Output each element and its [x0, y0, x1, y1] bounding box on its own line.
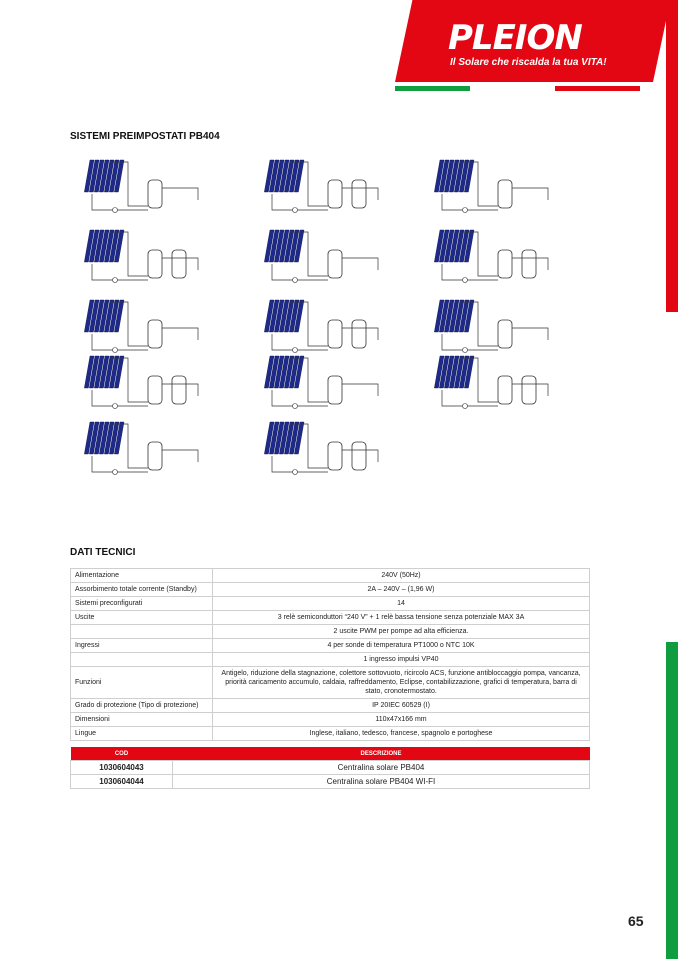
storage-tank-icon — [522, 250, 536, 278]
spec-label: Funzioni — [71, 667, 213, 699]
pipe-line — [162, 188, 198, 200]
spec-row — [71, 569, 590, 583]
spec-label: Alimentazione — [71, 569, 213, 583]
pipe-line — [272, 194, 328, 210]
solar-collector-icon — [264, 160, 304, 192]
spec-row — [71, 713, 590, 727]
spec-row — [71, 699, 590, 713]
side-bar-green — [666, 642, 678, 959]
spec-value: Inglese, italiano, tedesco, francese, spagnolo e portoghese — [213, 727, 590, 741]
specs-table — [70, 568, 590, 741]
pump-icon — [293, 404, 298, 409]
pump-icon — [113, 208, 118, 213]
storage-tank-icon — [328, 442, 342, 470]
pump-icon — [113, 470, 118, 475]
spec-label: Ingressi — [71, 639, 213, 653]
pipe-line — [162, 450, 198, 462]
spec-row — [71, 583, 590, 597]
storage-tank-icon — [148, 376, 162, 404]
pump-icon — [463, 404, 468, 409]
schemes-diagrams — [70, 152, 590, 482]
storage-tank-icon — [328, 376, 342, 404]
pump-icon — [293, 208, 298, 213]
spec-value: 3 relè semiconduttori “240 V” + 1 relè bassa tensione senza potenziale MAX 3A — [213, 611, 590, 625]
spec-label: Grado di protezione (Tipo di protezione) — [71, 699, 213, 713]
spec-value: Antigelo, riduzione della stagnazione, colettore sottovuoto, ricircolo ACS, funzione antibloccaggio pompa, vancanza, priorità caricamento accumulo, caldaia, raffreddamento, Eclipse, contabilizzazione, grafici di temperatura, barra di stato, cronotermostato. — [213, 667, 590, 699]
brand-tagline: Il Solare che riscalda la tua VITA! — [450, 57, 607, 68]
spec-label: Sistemi preconfigurati — [71, 597, 213, 611]
storage-tank-icon — [522, 376, 536, 404]
pump-icon — [113, 278, 118, 283]
pump-icon — [463, 208, 468, 213]
spec-row — [71, 667, 590, 699]
pump-icon — [113, 404, 118, 409]
pump-icon — [293, 278, 298, 283]
spec-value: 2 uscite PWM per pompe ad alta efficienza. — [213, 625, 590, 639]
spec-value: 240V (50Hz) — [213, 569, 590, 583]
storage-tank-icon — [352, 180, 366, 208]
pipe-line — [442, 334, 498, 350]
product-description: Centralina solare PB404 WI-FI — [173, 775, 590, 789]
solar-collector-icon — [434, 300, 474, 332]
pipe-line — [442, 194, 498, 210]
pump-icon — [463, 348, 468, 353]
code-header: COD — [71, 747, 173, 761]
stripe-red — [555, 86, 640, 91]
spec-value: 14 — [213, 597, 590, 611]
spec-label: Uscite — [71, 611, 213, 625]
storage-tank-icon — [352, 442, 366, 470]
pipe-line — [272, 264, 328, 280]
storage-tank-icon — [328, 320, 342, 348]
pump-icon — [293, 470, 298, 475]
spec-row — [71, 611, 590, 625]
solar-collector-icon — [264, 300, 304, 332]
pipe-line — [92, 194, 148, 210]
spec-row — [71, 625, 590, 639]
spec-label: Lingue — [71, 727, 213, 741]
pipe-line — [92, 456, 148, 472]
solar-collector-icon — [84, 300, 124, 332]
page-number: 65 — [628, 913, 644, 929]
pipe-line — [272, 334, 328, 350]
code-row — [71, 761, 590, 775]
spec-value: 110x47x166 mm — [213, 713, 590, 727]
pump-icon — [463, 278, 468, 283]
product-description: Centralina solare PB404 — [173, 761, 590, 775]
description-header: DESCRIZIONE — [173, 747, 590, 761]
pipe-line — [442, 264, 498, 280]
spec-value: IP 20IEC 60529 (I) — [213, 699, 590, 713]
storage-tank-icon — [498, 376, 512, 404]
solar-collector-icon — [264, 230, 304, 262]
solar-collector-icon — [434, 356, 474, 388]
pipe-line — [92, 390, 148, 406]
spec-value: 1 ingresso impulsi VP40 — [213, 653, 590, 667]
solar-collector-icon — [264, 356, 304, 388]
spec-value: 4 per sonde di temperatura PT1000 o NTC 10K — [213, 639, 590, 653]
schemes-title: SISTEMI PREIMPOSTATI PB404 — [70, 131, 220, 142]
pipe-line — [342, 258, 378, 270]
spec-label: Dimensioni — [71, 713, 213, 727]
storage-tank-icon — [328, 250, 342, 278]
solar-collector-icon — [434, 230, 474, 262]
codes-table — [70, 747, 590, 789]
pipe-line — [342, 384, 378, 396]
spec-label: Assorbimento totale corrente (Standby) — [71, 583, 213, 597]
code-row — [71, 775, 590, 789]
specs-title: DATI TECNICI — [70, 547, 136, 558]
spec-label — [71, 653, 213, 667]
solar-collector-icon — [264, 422, 304, 454]
pipe-line — [162, 328, 198, 340]
solar-collector-icon — [84, 160, 124, 192]
storage-tank-icon — [172, 250, 186, 278]
spec-row — [71, 653, 590, 667]
pipe-line — [92, 264, 148, 280]
stripe-green — [395, 86, 470, 91]
storage-tank-icon — [328, 180, 342, 208]
pipe-line — [272, 390, 328, 406]
spec-label — [71, 625, 213, 639]
pipe-line — [272, 456, 328, 472]
storage-tank-icon — [148, 180, 162, 208]
pipe-line — [512, 188, 548, 200]
storage-tank-icon — [352, 320, 366, 348]
solar-collector-icon — [84, 230, 124, 262]
spec-row — [71, 727, 590, 741]
spec-row — [71, 597, 590, 611]
storage-tank-icon — [148, 250, 162, 278]
pipe-line — [512, 328, 548, 340]
side-bar-red — [666, 0, 678, 312]
solar-collector-icon — [84, 422, 124, 454]
storage-tank-icon — [498, 320, 512, 348]
storage-tank-icon — [148, 442, 162, 470]
spec-value: 2A – 240V – (1,96 W) — [213, 583, 590, 597]
storage-tank-icon — [172, 376, 186, 404]
storage-tank-icon — [498, 250, 512, 278]
spec-row — [71, 639, 590, 653]
storage-tank-icon — [148, 320, 162, 348]
pump-icon — [113, 348, 118, 353]
pump-icon — [293, 348, 298, 353]
product-code: 1030604044 — [71, 775, 173, 789]
pipe-line — [92, 334, 148, 350]
brand-logo: PLEION — [448, 18, 582, 58]
pipe-line — [442, 390, 498, 406]
storage-tank-icon — [498, 180, 512, 208]
solar-collector-icon — [84, 356, 124, 388]
solar-collector-icon — [434, 160, 474, 192]
product-code: 1030604043 — [71, 761, 173, 775]
stripe-white — [470, 86, 555, 91]
